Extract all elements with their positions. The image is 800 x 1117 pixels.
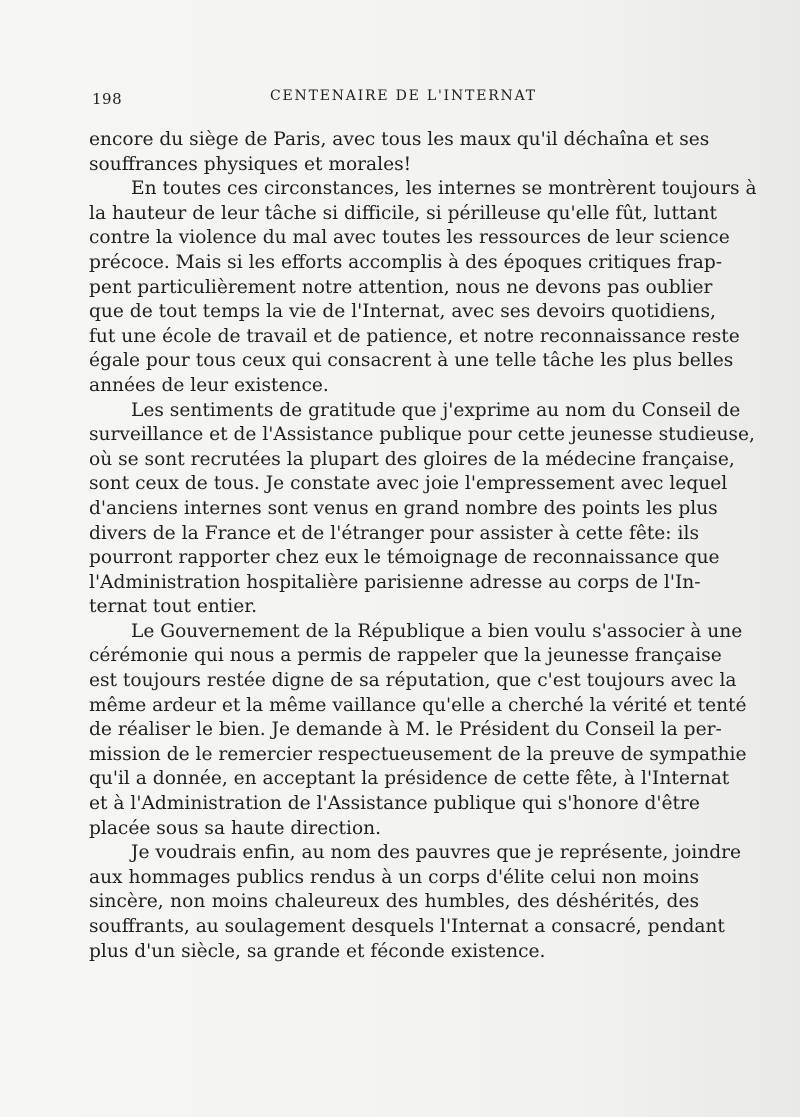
text-line: placée sous sa haute direction. bbox=[89, 817, 382, 839]
text-line: fut une école de travail et de patience, et notre reconnaissance reste bbox=[89, 325, 740, 347]
text-line: d'anciens internes sont venus en grand nombre des points les plus bbox=[89, 497, 718, 519]
text-line: Les sentiments de gratitude que j'exprime au nom du Conseil de bbox=[131, 399, 741, 421]
text-line: pourront rapporter chez eux le témoignage de reconnaissance que bbox=[89, 547, 720, 569]
text-line: surveillance et de l'Assistance publique pour cette jeunesse studieuse, bbox=[89, 424, 755, 446]
text-line: égale pour tous ceux qui consacrent à une telle tâche les plus belles bbox=[89, 350, 734, 372]
text-line: plus d'un siècle, sa grande et féconde existence. bbox=[89, 940, 546, 962]
text-line: années de leur existence. bbox=[89, 374, 329, 396]
text-line: encore du siège de Paris, avec tous les maux qu'il déchaîna et ses bbox=[89, 129, 710, 150]
text-line: précoce. Mais si les efforts accomplis à des époques critiques frap- bbox=[89, 251, 723, 273]
text-line: sont ceux de tous. Je constate avec joie l'empressement avec lequel bbox=[89, 473, 728, 495]
text-line: l'Administration hospitalière parisienne adresse au corps de l'In- bbox=[89, 571, 701, 593]
body-text bbox=[89, 128, 757, 964]
text-line: En toutes ces circonstances, les internes se montrèrent toujours à bbox=[131, 178, 757, 200]
text-line: cérémonie qui nous a permis de rappeler que la jeunesse française bbox=[89, 645, 722, 667]
text-line: Je voudrais enfin, au nom des pauvres que je représente, joindre bbox=[131, 842, 741, 864]
text-line: divers de la France et de l'étranger pour assister à cette fête: ils bbox=[89, 522, 699, 544]
text-line: sincère, non moins chaleureux des humbles, des déshérités, des bbox=[89, 891, 699, 913]
text-line: Le Gouvernement de la République a bien voulu s'associer à une bbox=[131, 620, 743, 642]
text-line: de réaliser le bien. Je demande à M. le Président du Conseil la per- bbox=[89, 719, 722, 741]
text-line: qu'il a donnée, en acceptant la présidence de cette fête, à l'Internat bbox=[89, 768, 730, 790]
text-line: aux hommages publics rendus à un corps d'élite celui non moins bbox=[89, 866, 699, 888]
text-line: souffrances physiques et morales! bbox=[89, 153, 412, 175]
text-line: souffrants, au soulagement desquels l'Internat a consacré, pendant bbox=[89, 916, 725, 937]
text-line: où se sont recrutées la plupart des gloires de la médecine française, bbox=[89, 448, 735, 470]
text-line: ternat tout entier. bbox=[89, 596, 257, 618]
text-line: même ardeur et la même vaillance qu'elle a cherché la vérité et tenté bbox=[89, 694, 747, 716]
text-line: mission de le remercier respectueusement de la preuve de sympathie bbox=[89, 743, 747, 765]
text-line: est toujours restée digne de sa réputation, que c'est toujours avec la bbox=[89, 670, 737, 692]
text-line: contre la violence du mal avec toutes les ressources de leur science bbox=[89, 227, 730, 249]
page-header bbox=[88, 86, 700, 112]
running-title: CENTENAIRE DE L'INTERNAT bbox=[270, 88, 537, 104]
page-number: 198 bbox=[92, 90, 123, 108]
text-line: pent particulièrement notre attention, nous ne devons pas oublier bbox=[89, 276, 713, 298]
text-line: la hauteur de leur tâche si difficile, si périlleuse qu'elle fût, luttant bbox=[89, 202, 717, 224]
text-line: que de tout temps la vie de l'Internat, avec ses devoirs quotidiens, bbox=[89, 301, 716, 323]
text-line: et à l'Administration de l'Assistance publique qui s'honore d'être bbox=[89, 793, 700, 815]
